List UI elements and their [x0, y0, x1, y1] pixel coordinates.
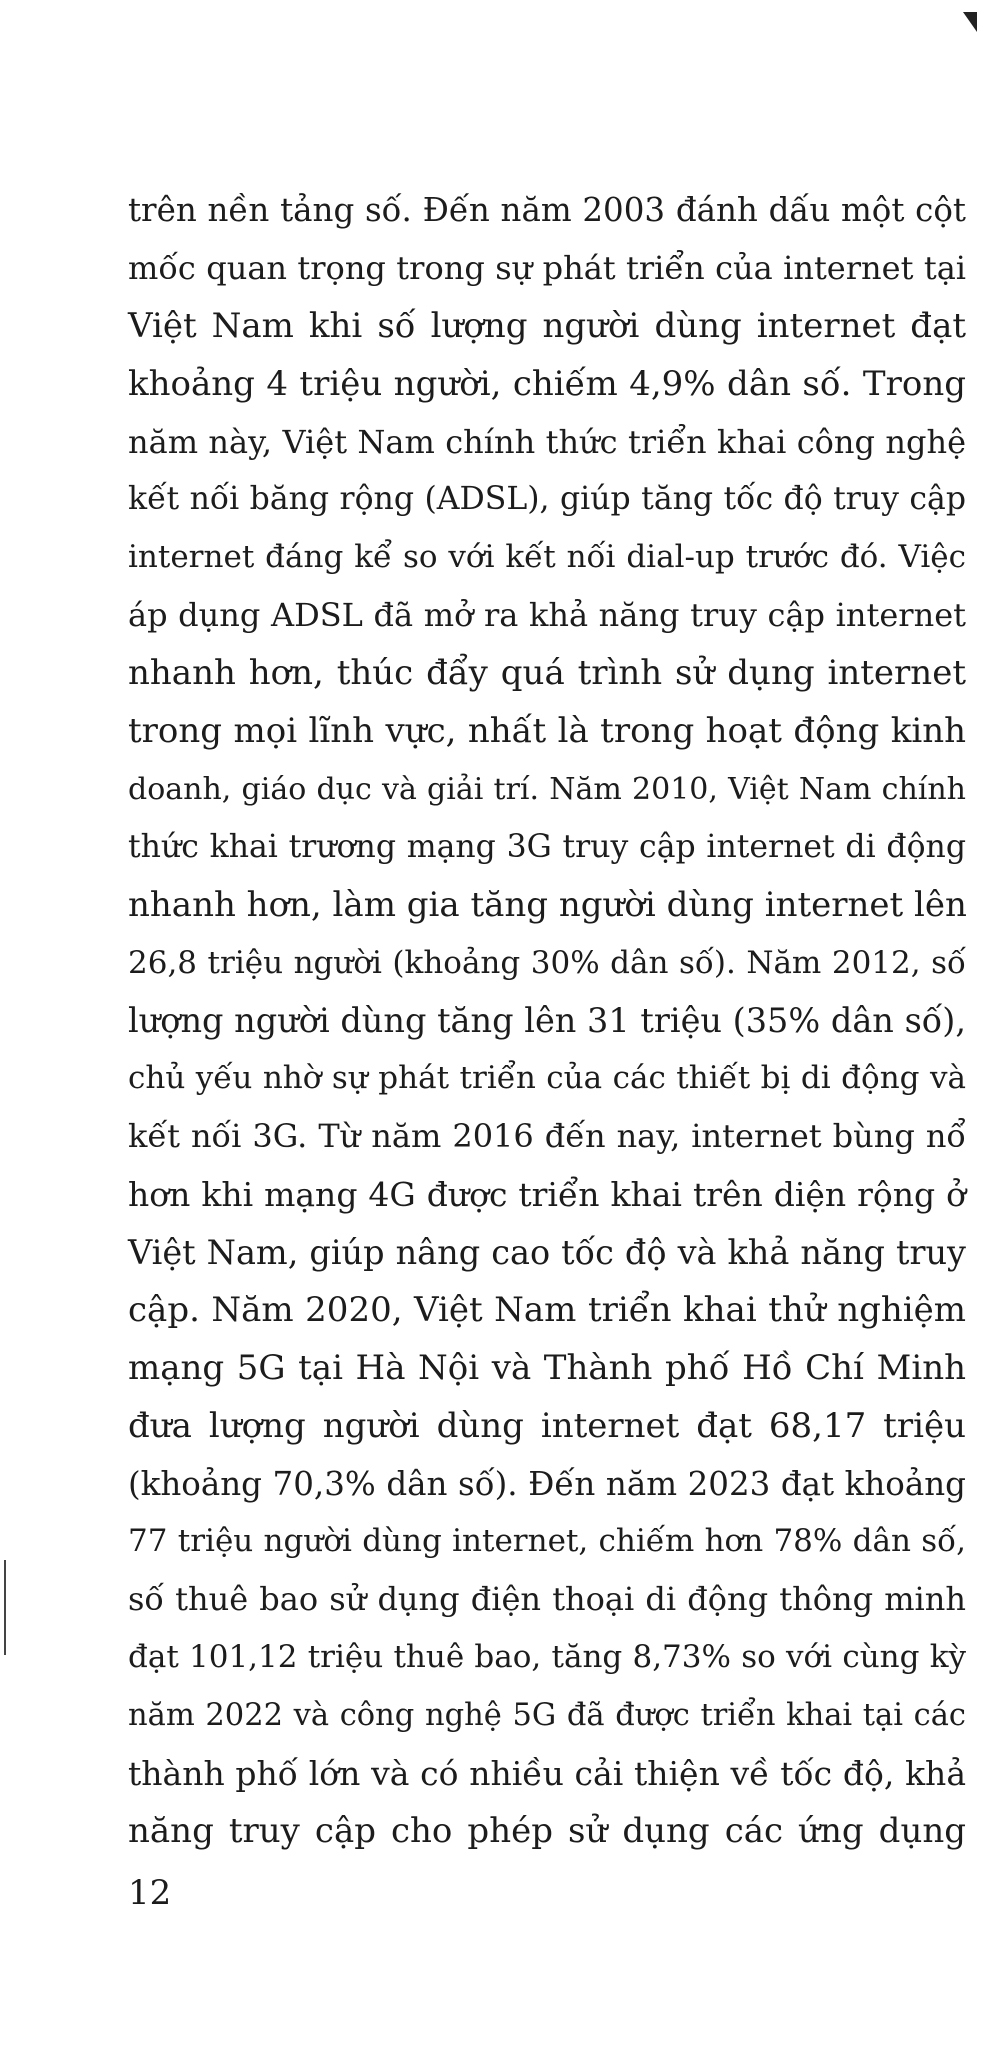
text-line: cập. Năm 2020, Việt Nam triển khai thử nghiệm	[128, 1289, 966, 1330]
text-line: 77 triệu người dùng internet, chiếm hơn 78% dân số,	[128, 1523, 966, 1560]
corner-mark	[963, 12, 977, 32]
text-line: hơn khi mạng 4G được triển khai trên diện rộng ở	[128, 1175, 966, 1215]
text-line: doanh, giáo dục và giải trí. Năm 2010, Việt Nam chính	[128, 771, 966, 807]
text-line: kết nối 3G. Từ năm 2016 đến nay, internet bùng nổ	[128, 1117, 966, 1156]
text-line: nhanh hơn, làm gia tăng người dùng internet lên	[128, 884, 967, 925]
text-line: internet đáng kể so với kết nối dial-up trước đó. Việc	[128, 539, 966, 576]
text-line: (khoảng 70,3% dân số). Đến năm 2023 đạt khoảng	[128, 1464, 966, 1503]
body-text	[128, 182, 966, 1861]
text-line: đạt 101,12 triệu thuê bao, tăng 8,73% so với cùng kỳ	[128, 1639, 966, 1676]
text-line: lượng người dùng tăng lên 31 triệu (35% dân số),	[128, 1001, 966, 1041]
text-line: trong mọi lĩnh vực, nhất là trong hoạt động kinh	[128, 711, 966, 752]
text-line: năm này, Việt Nam chính thức triển khai công nghệ	[128, 422, 966, 461]
text-line: kết nối băng rộng (ADSL), giúp tăng tốc độ truy cập	[128, 481, 966, 518]
text-line: nhanh hơn, thúc đẩy quá trình sử dụng internet	[128, 653, 966, 694]
text-line: số thuê bao sử dụng điện thoại di động thông minh	[128, 1580, 966, 1619]
text-line: 26,8 triệu người (khoảng 30% dân số). Năm 2012, số	[128, 944, 966, 981]
text-line: khoảng 4 triệu người, chiếm 4,9% dân số. Trong	[128, 363, 966, 404]
text-line: mạng 5G tại Hà Nội và Thành phố Hồ Chí Minh	[128, 1347, 966, 1388]
text-line: năm 2022 và công nghệ 5G đã được triển khai tại các	[128, 1698, 966, 1734]
text-line: áp dụng ADSL đã mở ra khả năng truy cập internet	[128, 596, 966, 635]
text-line: thành phố lớn và có nhiều cải thiện về tốc độ, khả	[128, 1754, 966, 1794]
scan-edge-line	[4, 1560, 6, 1655]
text-line: Việt Nam, giúp nâng cao tốc độ và khả năng truy	[128, 1233, 966, 1273]
text-line: năng truy cập cho phép sử dụng các ứng dụng	[128, 1810, 966, 1851]
text-line: chủ yếu nhờ sự phát triển của các thiết bị di động và	[128, 1060, 966, 1097]
text-line: Việt Nam khi số lượng người dùng internet đạt	[128, 305, 966, 346]
page-number: 12	[128, 1873, 172, 1913]
text-line: mốc quan trọng trong sự phát triển của internet tại	[128, 248, 966, 287]
text-line: đưa lượng người dùng internet đạt 68,17 triệu	[128, 1405, 966, 1446]
text-line: thức khai trương mạng 3G truy cập internet di động	[128, 828, 966, 865]
text-line: trên nền tảng số. Đến năm 2003 đánh dấu một cột	[128, 191, 966, 229]
